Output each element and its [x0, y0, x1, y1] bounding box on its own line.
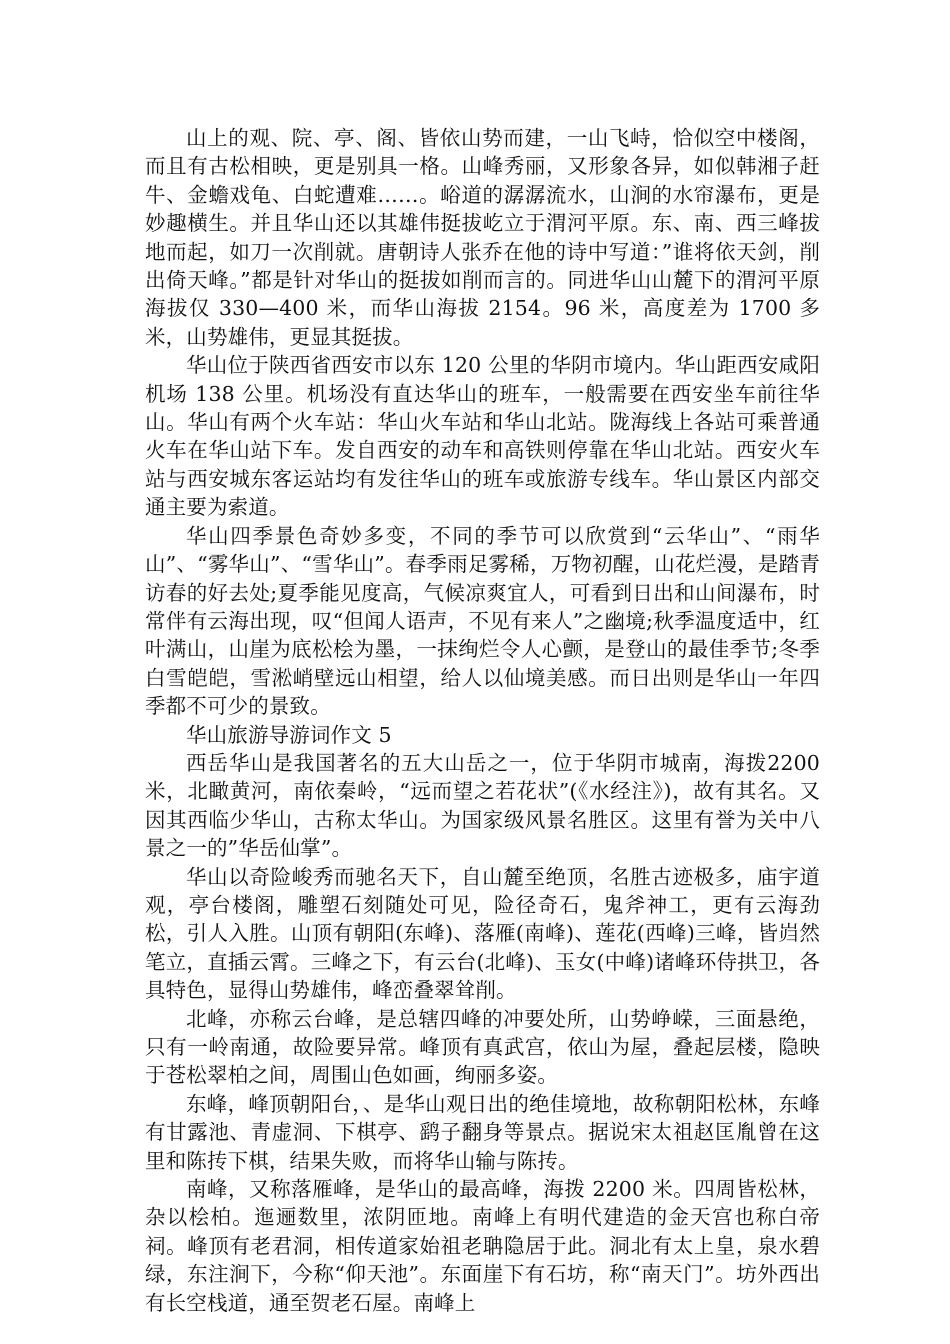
paragraph-south-peak: 南峰，又称落雁峰，是华山的最高峰，海拨 2200 米。四周皆松林，杂以桧柏。迤逦数里，浓阴匝地。南峰上有明代建造的金天宫也称白帝祠。峰顶有老君洞，相传道家始祖老聃隐居于此。洞北有太上皇，泉水碧绿，东注涧下，今称“仰天池”。东面崖下有石坊，称“南天门”。坊外西出有长空栈道，通至贺老石屋。南峰上 — [145, 1177, 820, 1315]
paragraph-intro: 西岳华山是我国著名的五大山岳之一，位于华阴市城南，海拨2200 米，北瞰黄河，南依秦岭，“远而望之若花状”(《水经注》)，故有其名。又因其西临少华山，古称太华山。为国家级风景名胜区。这里有誉为关中八景之一的”华岳仙掌”。 — [145, 750, 820, 861]
paragraph-scenery: 华山以奇险峻秀而驰名天下，自山麓至绝顶，名胜古迹极多，庙宇道观，亭台楼阁，雕塑石刻随处可见，险径奇石，鬼斧神工，更有云海劲松，引人入胜。山顶有朝阳(东峰)、落雁(南峰)、莲花(西峰)三峰，皆岿然笔立，直插云霄。三峰之下，有云台(北峰)、玉女(中峰)诸峰环侍拱卫，各具特色，显得山势雄伟，峰峦叠翠耸削。 — [145, 864, 820, 1003]
paragraph-location: 华山位于陕西省西安市以东 120 公里的华阴市境内。华山距西安咸阳机场 138 公里。机场没有直达华山的班车，一般需要在西安坐车前往华山。华山有两个火车站：华山火车站和华山北站。陇海线上各站可乘普通火车在华山站下车。发自西安的动车和高铁则停靠在华山北站。西安火车站与西安城东客运站均有发往华山的班车或旅游专线车。华山景区内部交通主要为索道。 — [145, 353, 820, 520]
paragraph-east-peak: 东峰，峰顶朝阳台，、是华山观日出的绝佳境地，故称朝阳松林，东峰有甘露池、青虚洞、下棋亭、鹞子翻身等景点。据说宋太祖赵匡胤曾在这里和陈抟下棋，结果失败，而将华山输与陈抟。 — [145, 1091, 820, 1173]
paragraph-buildings: 山上的观、院、亭、阁、皆依山势而建，一山飞峙，恰似空中楼阁，而且有古松相映，更是别具一格。山峰秀丽，又形象各异，如似韩湘子赶牛、金蟾戏龟、白蛇遭难……。峪道的潺潺流水，山涧的水帘瀑布，更是妙趣横生。并且华山还以其雄伟挺拔屹立于渭河平原。东、南、西三峰拔地而起，如刀一次削就。唐朝诗人张乔在他的诗中写道：”谁将依天剑，削出倚天峰。”都是针对华山的挺拔如削而言的。同进华山山麓下的渭河平原海拔仅 330—400 米，而华山海拔 2154。96 米，高度差为 1700 多米，山势雄伟，更显其挺拔。 — [145, 126, 820, 349]
section-heading: 华山旅游导游词作文 5 — [186, 722, 392, 747]
paragraph-north-peak: 北峰，亦称云台峰，是总辖四峰的冲要处所，山势峥嵘，三面悬绝，只有一岭南通，故险要异常。峰顶有真武宫，依山为屋，叠起层楼，隐映于苍松翠柏之间，周围山色如画，绚丽多姿。 — [145, 1006, 820, 1088]
paragraph-seasons: 华山四季景色奇妙多变，不同的季节可以欣赏到“云华山”、“雨华山”、“雾华山”、“雪华山”。春季雨足雾稀，万物初醒，山花烂漫，是踏青访春的好去处;夏季能见度高，气候凉爽宜人，可看到日出和山间瀑布，时常伴有云海出现，叹“但闻人语声，不见有来人”之幽境;秋季温度适中，红叶满山，山崖为底松桧为墨，一抹绚烂令人心颤，是登山的最佳季节;冬季白雪皑皑，雪淞峭壁远山相望，给人以仙境美感。而日出则是华山一年四季都不可少的景致。 — [145, 523, 820, 719]
document-body — [145, 124, 820, 1317]
